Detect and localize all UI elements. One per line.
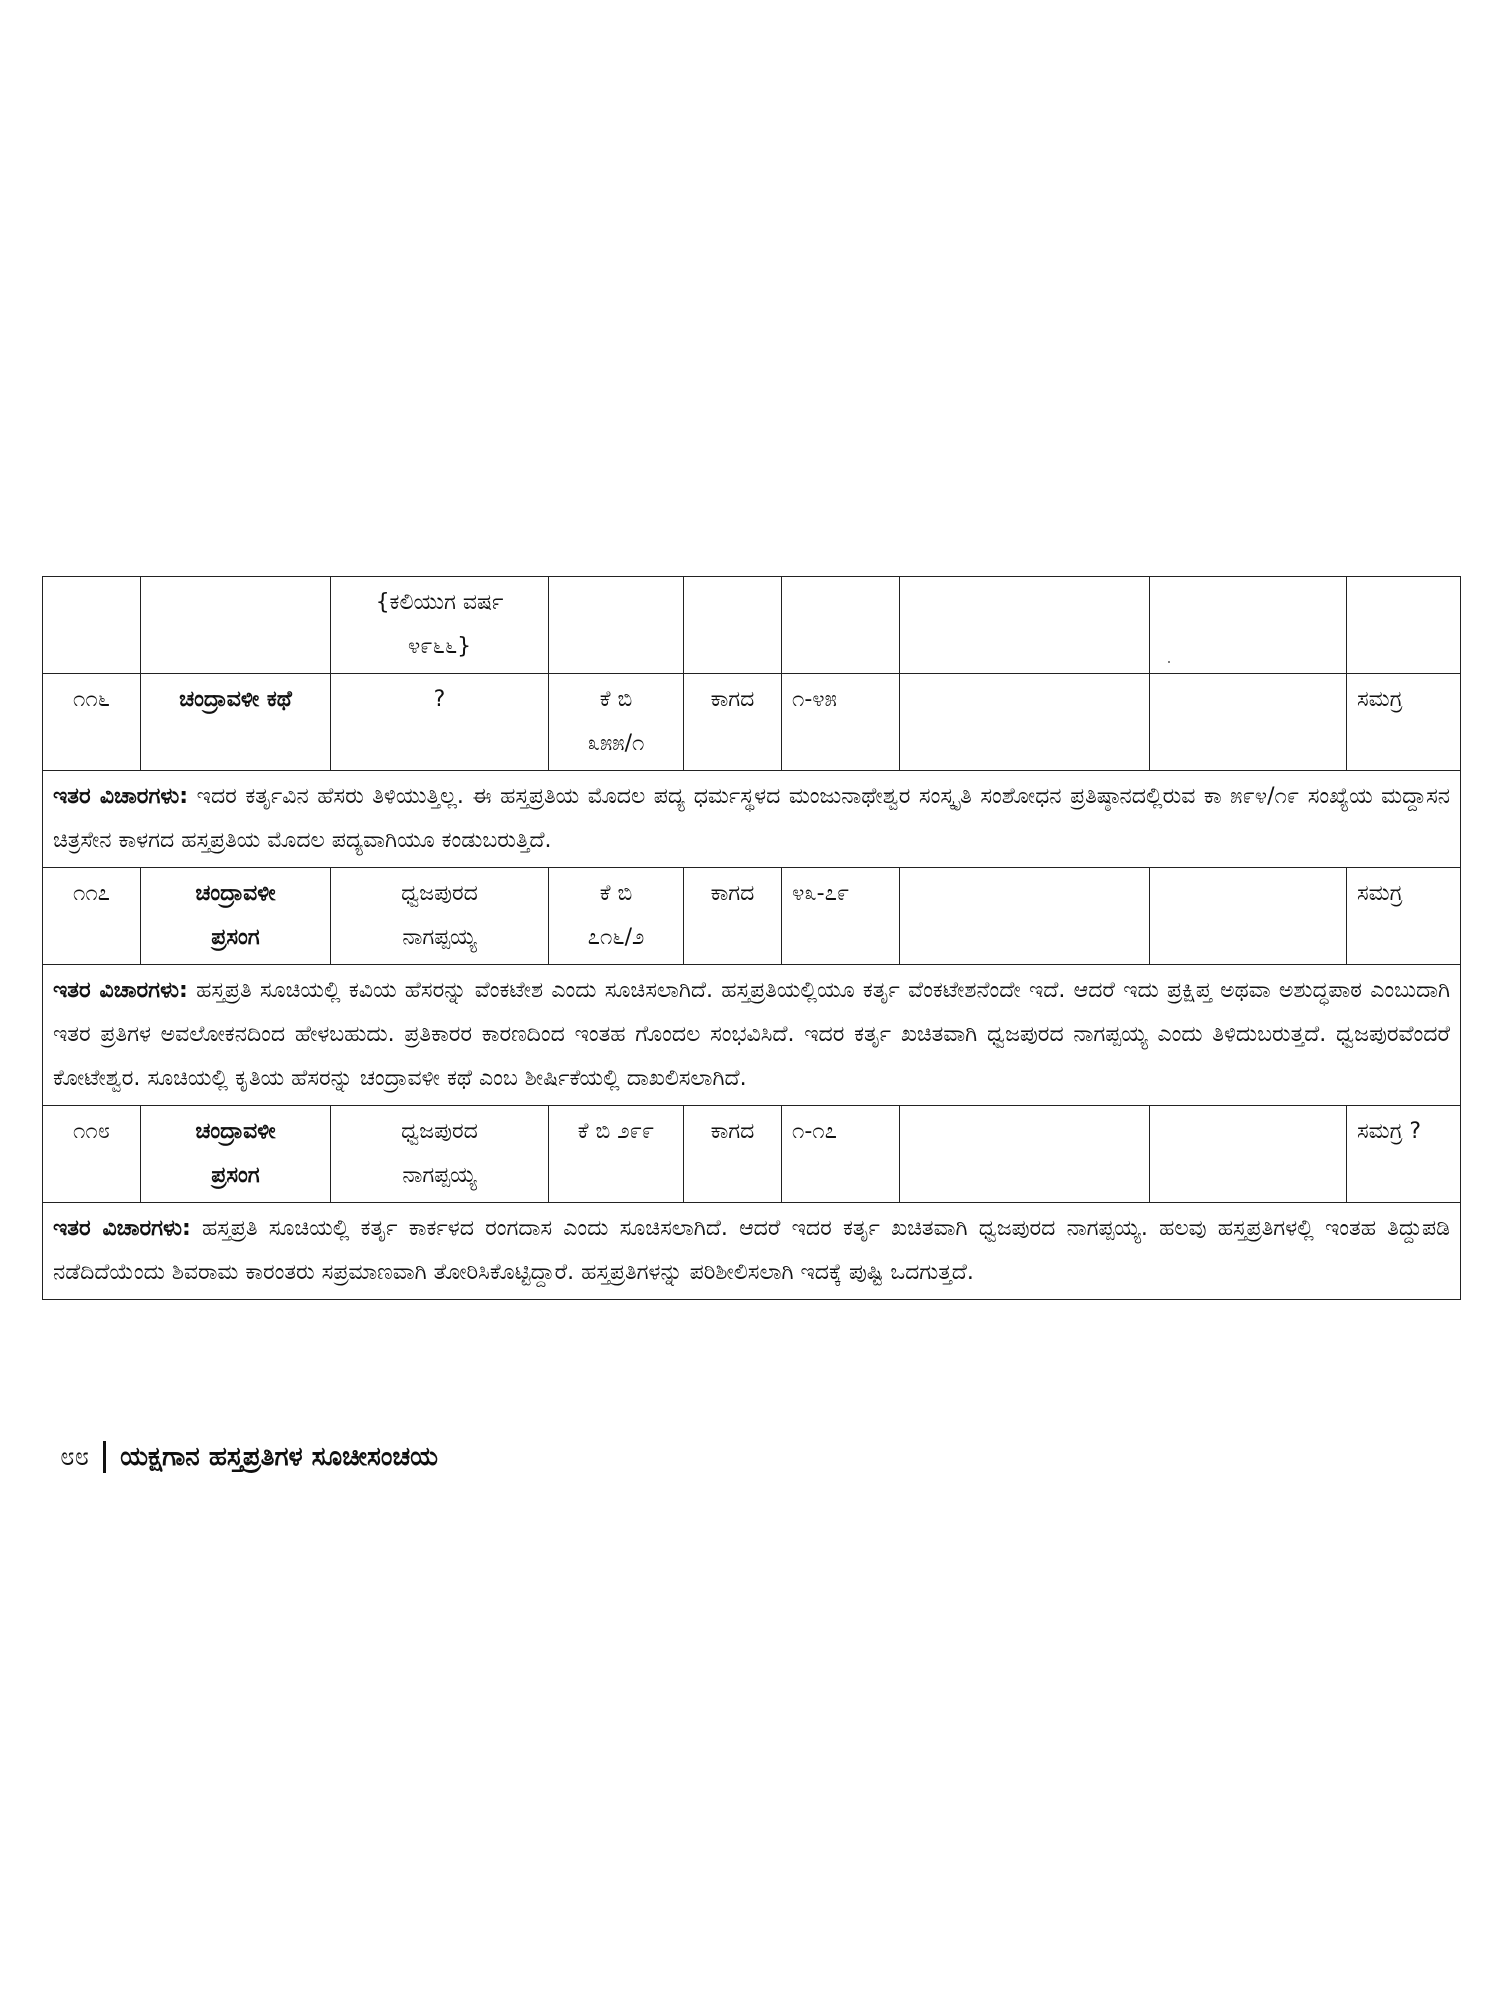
remarks-row xyxy=(43,771,1461,868)
title-line2: ಪ್ರಸಂಗ xyxy=(211,1163,260,1188)
entry-material: ಕಾಗದ xyxy=(684,868,782,965)
entry-folios: ೧-೪೫ xyxy=(782,674,900,771)
status-cell xyxy=(1347,577,1461,674)
entry-material: ಕಾಗದ xyxy=(684,1106,782,1203)
remarks-text: ಇದರ ಕರ್ತೃವಿನ ಹೆಸರು ತಿಳಿಯುತ್ತಿಲ್ಲ. ಈ ಹಸ್ತಪ್ರತಿಯ ಮೊದಲ ಪದ್ಯ ಧರ್ಮಸ್ಥಳದ ಮಂಜುನಾಥೇಶ್ವರ ಸಂಸ್ಕೃತಿ ಸಂಶೋಧನ ಪ್ರತಿಷ್ಠಾನದಲ್ಲಿರುವ ಕಾ ೫೯೪/೧೯ ಸಂಖ್ಯೆಯ ಮದ್ದಾಸನ ಚಿತ್ರಸೇನ ಕಾಳಗದ ಹಸ್ತಪ್ರತಿಯ ಮೊದಲ ಪದ್ಯವಾಗಿಯೂ ಕಂಡುಬರುತ್ತಿದೆ. xyxy=(53,784,1450,853)
title-cell xyxy=(141,577,331,674)
remarks-label: ಇತರ ವಿಚಾರಗಳು: xyxy=(53,978,188,1003)
remarks-text: ಹಸ್ತಪ್ರತಿ ಸೂಚಿಯಲ್ಲಿ ಕರ್ತೃ ಕಾರ್ಕಳದ ರಂಗದಾಸ ಎಂದು ಸೂಚಿಸಲಾಗಿದೆ. ಆದರೆ ಇದರ ಕರ್ತೃ ಖಚಿತವಾಗಿ ಧ್ವಜಪುರದ ನಾಗಪ್ಪಯ್ಯ. ಹಲವು ಹಸ್ತಪ್ರತಿಗಳಲ್ಲಿ ಇಂತಹ ತಿದ್ದುಪಡಿ ನಡೆದಿದೆಯೆಂದು ಶಿವರಾಮ ಕಾರಂತರು ಸಪ್ರಮಾಣವಾಗಿ ತೋರಿಸಿಕೊಟ್ಟಿದ್ದಾರೆ. ಹಸ್ತಪ್ರತಿಗಳನ್ನು ಪರಿಶೀಲಿಸಲಾಗಿ ಇದಕ್ಕೆ ಪುಷ್ಟಿ ಒದಗುತ್ತದೆ. xyxy=(53,1216,1450,1285)
remarks-text: ಹಸ್ತಪ್ರತಿ ಸೂಚಿಯಲ್ಲಿ ಕವಿಯ ಹೆಸರನ್ನು ವೆಂಕಟೇಶ ಎಂದು ಸೂಚಿಸಲಾಗಿದೆ. ಹಸ್ತಪ್ರತಿಯಲ್ಲಿಯೂ ಕರ್ತೃ ವೆಂಕಟೇಶನೆಂದೇ ಇದೆ. ಆದರೆ ಇದು ಪ್ರಕ್ಷಿಪ್ತ ಅಥವಾ ಅಶುದ್ಧಪಾಠ ಎಂಬುದಾಗಿ ಇತರ ಪ್ರತಿಗಳ ಅವಲೋಕನದಿಂದ ಹೇಳಬಹುದು. ಪ್ರತಿಕಾರರ ಕಾರಣದಿಂದ ಇಂತಹ ಗೊಂದಲ ಸಂಭವಿಸಿದೆ. ಇದರ ಕರ್ತೃ ಖಚಿತವಾಗಿ ಧ್ವಜಪುರದ ನಾಗಪ್ಪಯ್ಯ ಎಂದು ತಿಳಿದುಬರುತ್ತದೆ. ಧ್ವಜಪುರವೆಂದರೆ ಕೋಟೇಶ್ವರ. ಸೂಚಿಯಲ್ಲಿ ಕೃತಿಯ ಹೆಸರನ್ನು ಚಂದ್ರಾವಳೀ ಕಥೆ ಎಂಬ ಶೀರ್ಷಿಕೆಯಲ್ಲಿ ದಾಖಲಿಸಲಾಗಿದೆ. xyxy=(53,978,1450,1091)
empty-cell xyxy=(1150,674,1347,771)
empty-cell xyxy=(1150,577,1347,674)
empty-cell xyxy=(1150,868,1347,965)
entry-number: ೧೧೭ xyxy=(43,868,141,965)
remarks-cell xyxy=(43,1203,1461,1300)
title-line2: ಪ್ರಸಂಗ xyxy=(211,925,260,950)
entry-author: ? xyxy=(331,674,549,771)
remarks-row xyxy=(43,965,1461,1106)
entry-call-number xyxy=(549,674,684,771)
print-speck xyxy=(1168,661,1170,663)
table-row xyxy=(43,868,1461,965)
call-number-line1: ಕೆ ಬಿ xyxy=(599,881,633,906)
material-cell xyxy=(684,577,782,674)
author-line1: ಧ್ವಜಪುರದ xyxy=(401,1119,478,1144)
empty-cell xyxy=(900,868,1150,965)
entry-call-number xyxy=(549,1106,684,1203)
footer-divider xyxy=(103,1441,106,1473)
table-row xyxy=(43,1106,1461,1203)
book-title: ಯಕ್ಷಗಾನ ಹಸ್ತಪ್ರತಿಗಳ ಸೂಚೀಸಂಚಯ xyxy=(120,1442,438,1472)
remarks-label: ಇತರ ವಿಚಾರಗಳು: xyxy=(53,1216,191,1241)
entry-folios: ೧-೧೭ xyxy=(782,1106,900,1203)
call-number-line1: ಕೆ ಬಿ ೨೯೯ xyxy=(577,1119,655,1144)
kaliyuga-year-label: {ಕಲಿಯುಗ ವರ್ಷ xyxy=(375,590,504,615)
call-number-line2: ೩೫೫/೧ xyxy=(587,731,645,756)
entry-author xyxy=(331,868,549,965)
entry-title xyxy=(141,1106,331,1203)
entry-author xyxy=(331,1106,549,1203)
call-number-line1: ಕೆ ಬಿ xyxy=(599,687,633,712)
entry-title xyxy=(141,868,331,965)
entry-number: ೧೧೮ xyxy=(43,1106,141,1203)
entry-call-number xyxy=(549,868,684,965)
empty-cell xyxy=(900,1106,1150,1203)
kaliyuga-year-value: ೪೯೬೬} xyxy=(407,634,472,659)
call-number-cell xyxy=(549,577,684,674)
empty-cell xyxy=(1150,1106,1347,1203)
entry-folios: ೪೩-೭೯ xyxy=(782,868,900,965)
remarks-label: ಇತರ ವಿಚಾರಗಳು: xyxy=(53,784,189,809)
page-number: ೮೮ xyxy=(60,1442,90,1472)
manuscript-catalog-table xyxy=(42,576,1461,1300)
empty-cell xyxy=(900,577,1150,674)
entry-number: ೧೧೬ xyxy=(43,674,141,771)
author-line1: ಧ್ವಜಪುರದ xyxy=(401,881,478,906)
remarks-cell xyxy=(43,771,1461,868)
remarks-row xyxy=(43,1203,1461,1300)
title-line1: ಚಂದ್ರಾವಳೀ xyxy=(195,1119,276,1144)
title-line1: ಚಂದ್ರಾವಳೀ xyxy=(195,881,276,906)
author-line2: ನಾಗಪ್ಪಯ್ಯ xyxy=(402,1163,477,1188)
author-line2: ನಾಗಪ್ಪಯ್ಯ xyxy=(402,925,477,950)
entry-title: ಚಂದ್ರಾವಳೀ ಕಥೆ xyxy=(141,674,331,771)
entry-status: ಸಮಗ್ರ ? xyxy=(1347,1106,1461,1203)
empty-cell xyxy=(900,674,1150,771)
folio-cell xyxy=(782,577,900,674)
entry-status: ಸಮಗ್ರ xyxy=(1347,674,1461,771)
entry-number-cell xyxy=(43,577,141,674)
continued-row xyxy=(43,577,1461,674)
entry-material: ಕಾಗದ xyxy=(684,674,782,771)
call-number-line2: ೭೧೬/೨ xyxy=(587,925,645,950)
remarks-cell xyxy=(43,965,1461,1106)
entry-status: ಸಮಗ್ರ xyxy=(1347,868,1461,965)
table-row xyxy=(43,674,1461,771)
page-footer xyxy=(60,1440,438,1474)
author-cell xyxy=(331,577,549,674)
